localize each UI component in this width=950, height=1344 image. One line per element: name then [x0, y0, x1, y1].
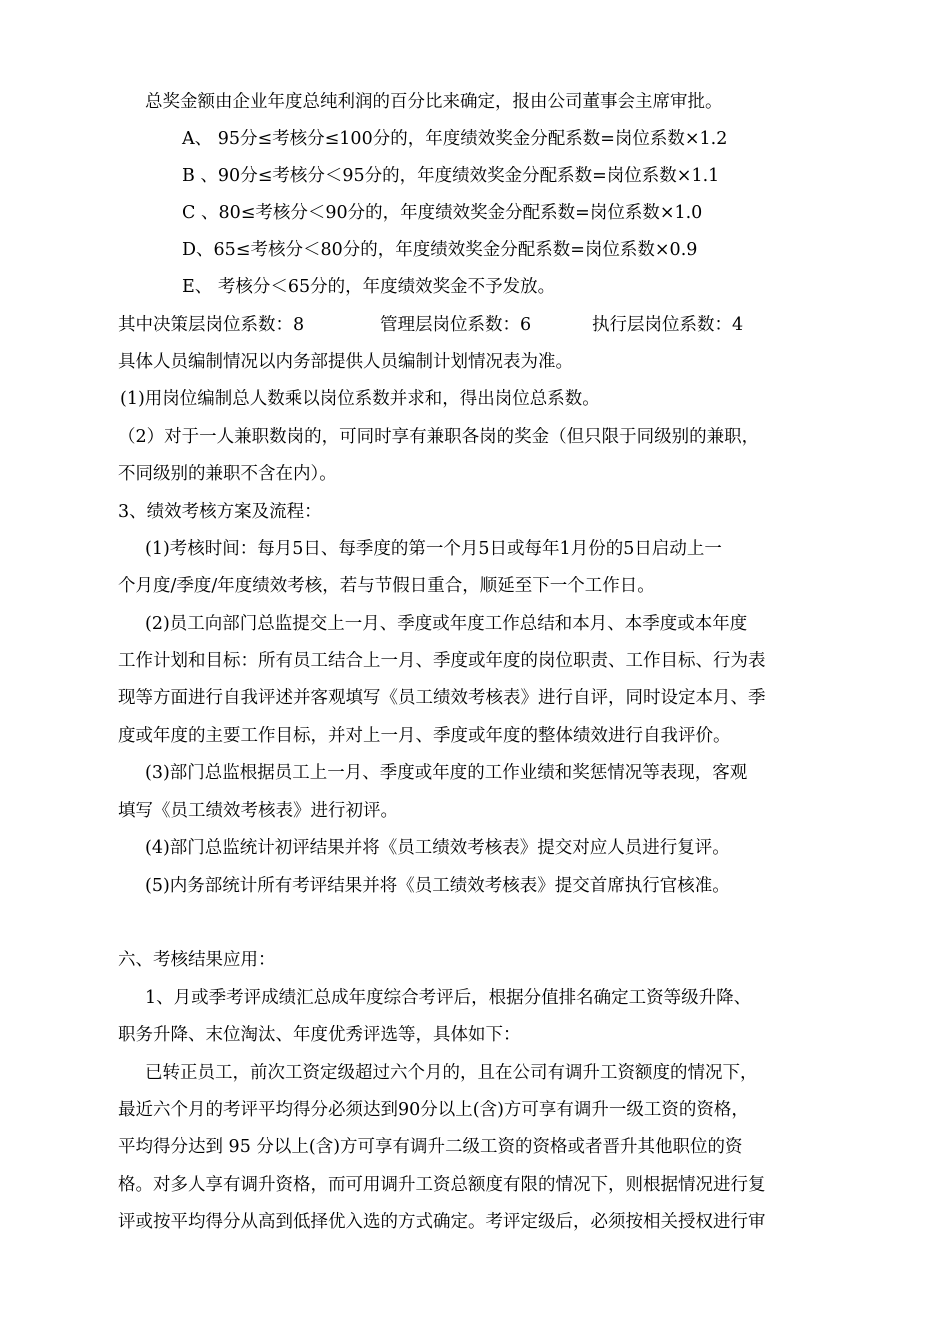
execution-coefficient: 执行层岗位系数：4	[592, 315, 744, 335]
section-3-line: 现等方面进行自我评述并客观填写《员工绩效考核表》进行自评，同时设定本月、季	[118, 688, 766, 708]
section-3-line: 填写《员工绩效考核表》进行初评。	[118, 801, 398, 821]
section-3-line: 度或年度的主要工作目标，并对上一月、季度或年度的整体绩效进行自我评价。	[118, 726, 731, 746]
note-2-continued: 不同级别的兼职不含在内）。	[118, 464, 337, 484]
note-2: （2）对于一人兼职数岗的，可同时享有兼职各岗的奖金（但只限于同级别的兼职，	[118, 427, 760, 447]
section-3-line: (1)考核时间：每月5日、每季度的第一个月5日或每年1月份的5日启动上一	[145, 539, 722, 559]
section-6-heading: 六、考核结果应用：	[118, 950, 276, 970]
section-3-line: 工作计划和目标：所有员工结合上一月、季度或年度的岗位职责、工作目标、行为表	[118, 651, 766, 671]
grade-a: A、 95分≤考核分≤100分的，年度绩效奖金分配系数=岗位系数×1.2	[182, 129, 728, 149]
decision-coefficient: 其中决策层岗位系数：8	[118, 315, 305, 335]
management-coefficient: 管理层岗位系数：6	[380, 315, 532, 335]
section-6-line: 已转正员工，前次工资定级超过六个月的，且在公司有调升工资额度的情况下，	[145, 1063, 758, 1083]
section-3-line: (5)内务部统计所有考评结果并将《员工绩效考核表》提交首席执行官核准。	[145, 876, 730, 896]
grade-d: D、65≤考核分＜80分的，年度绩效奖金分配系数=岗位系数×0.9	[182, 240, 698, 260]
section-3-line: (3)部门总监根据员工上一月、季度或年度的工作业绩和奖惩情况等表现，客观	[145, 763, 748, 783]
section-6-line: 格。对多人享有调升资格，而可用调升工资总额度有限的情况下，则根据情况进行复	[118, 1175, 766, 1195]
staffing-note: 具体人员编制情况以内务部提供人员编制计划情况表为准。	[118, 352, 573, 372]
section-3-line: (4)部门总监统计初评结果并将《员工绩效考核表》提交对应人员进行复评。	[145, 838, 730, 858]
coefficient-line	[118, 313, 743, 337]
section-6-line: 平均得分达到 95 分以上(含)方可享有调升二级工资的资格或者晋升其他职位的资	[118, 1137, 743, 1157]
section-3-line: 个月度/季度/年度绩效考核，若与节假日重合，顺延至下一个工作日。	[118, 576, 655, 596]
intro-paragraph: 总奖金额由企业年度总纯利润的百分比来确定，报由公司董事会主席审批。	[145, 92, 723, 112]
section-6-line: 评或按平均得分从高到低择优入选的方式确定。考评定级后，必须按相关授权进行审	[118, 1212, 766, 1232]
section-6-line: 职务升降、末位淘汰、年度优秀评选等，具体如下：	[118, 1025, 521, 1045]
section-6-line: 最近六个月的考评平均得分必须达到90分以上(含)方可享有调升一级工资的资格，	[118, 1100, 749, 1120]
section-6-line: 1、月或季考评成绩汇总成年度综合考评后，根据分值排名确定工资等级升降、	[145, 988, 752, 1008]
section-3-line: (2)员工向部门总监提交上一月、季度或年度工作总结和本月、本季度或本年度	[145, 614, 748, 634]
grade-c: C 、80≤考核分＜90分的，年度绩效奖金分配系数=岗位系数×1.0	[182, 203, 703, 223]
grade-b: B 、90分≤考核分＜95分的，年度绩效奖金分配系数=岗位系数×1.1	[182, 166, 720, 186]
section-3-heading: 3、绩效考核方案及流程：	[118, 502, 322, 522]
note-1: (1)用岗位编制总人数乘以岗位系数并求和，得出岗位总系数。	[120, 389, 600, 409]
grade-e: E、 考核分＜65分的，年度绩效奖金不予发放。	[182, 277, 556, 297]
